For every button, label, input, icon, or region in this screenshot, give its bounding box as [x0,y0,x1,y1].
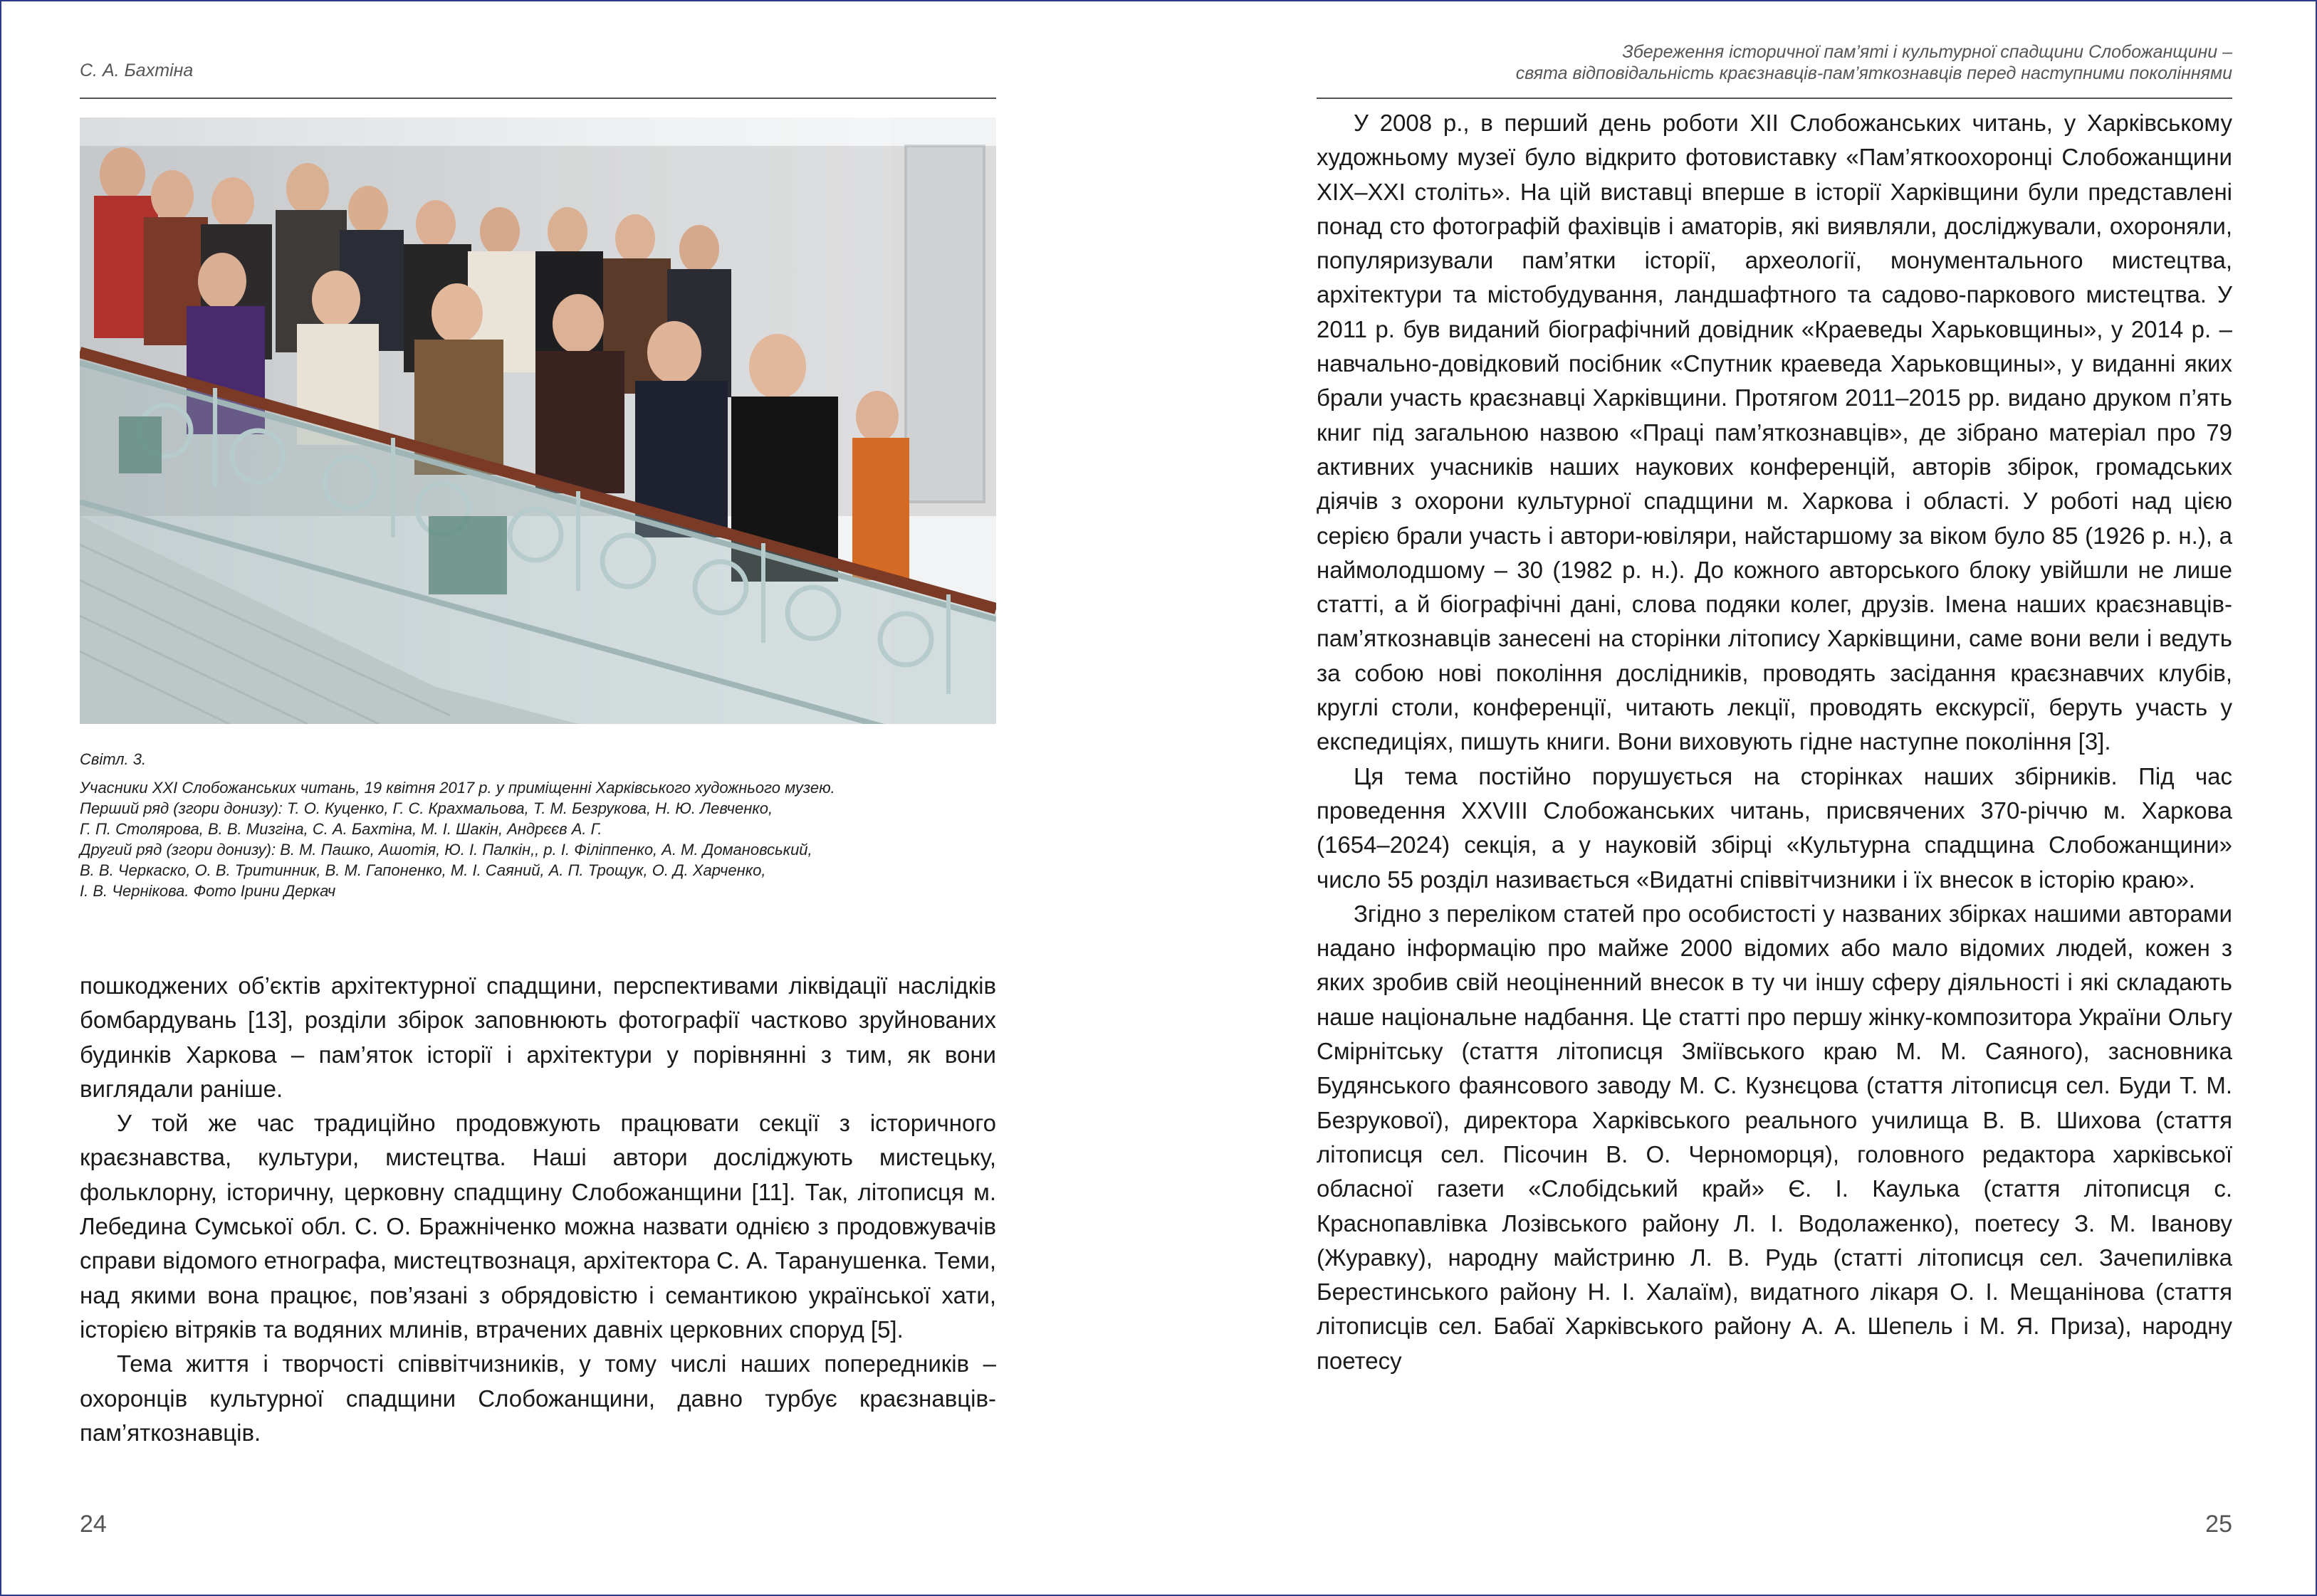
header-rule [1317,98,2232,99]
right-body-text [1317,106,2232,1378]
header-rule [80,98,996,99]
paragraph: Тема життя і творчості співвітчизників, у тому числі наших попередників – охоронців культурної спадщини Слобожанщини, давно турбує краєзнавців-пам’яткознавців. [80,1350,996,1446]
right-page [1317,0,2232,1596]
caption-line: І. В. Чернікова. Фото Ірини Деркач [80,882,336,900]
running-head-line: свята відповідальність краєзнавців-пам’яткознавців перед наступними поколіннями [1515,63,2232,83]
left-page [80,0,996,1596]
running-head-author: С. А. Бахтіна [80,61,194,80]
caption-line: Учасники XXI Слобожанських читань, 19 квітня 2017 р. у приміщенні Харківського художнього музею. [80,779,835,797]
running-head-line: Збереження історичної пам’яті і культурної спадщини Слобожанщини – [1622,42,2232,62]
running-head-title [1516,41,2232,84]
paragraph: Згідно з переліком статей про особистості у названих збірках нашими авторами надано інформацію про майже 2000 відомих або мало відомих людей, кожен з яких зробив свій неоціненний внесок в ту чи іншу сферу діяльності і які складають наше національне надбання. Це статті про першу жінку-композитора України Ольгу Смірнітську (стаття літописця Зміївського краю М. М. Саяного), засновника Будянського фаянсового заводу М. С. Кузнєцова (стаття літописця сел. Буди Т. М. Безрукової), директора Харківського реального училища В. В. Шихова (стаття літописця сел. Пісочин В. О. Черноморця), головного редактора харківської обласної газети «Слобідський край» Є. І. Каулька (стаття літописця с. Краснопавлівка Лозівського району Л. І. Водолаженко), поетесу З. М. Іванову (Журавку), народну майстриню Л. В. Рудь (статті літописця сел. Зачепилівка Берестинського району Н. І. Халаїм), видатного лікаря О. І. Мещанінова (стаття літописців сел. Бабаї Харківського району А. А. Шепель і М. Я. Приза), народну поетесу [1317,900,2232,1374]
group-photo [80,117,996,724]
left-body-text [80,969,996,1450]
caption-line: Другий ряд (згори донизу): В. М. Пашко, Ашотія, Ю. І. Палкін,, р. І. Філіппенко, А. М. Домановський, [80,841,812,859]
paragraph: У той же час традиційно продовжують працювати секції з історичного краєзнавства, культури, мистецтва. Наші автори досліджують мистецьку, фольклорну, історичну, церковну спадщину Слобожанщини [11]. Так, літописця м. Лебедина Сумської обл. С. О. Бражніченко можна назвати однією з продовжувачів справи відомого етнографа, мистецтвознаця, архітектора С. А. Таранушенка. Теми, над якими вона працює, пов’язані з обрядовістю і семантикою української хати, історією вітряків та водяних млинів, втрачених давніх церковних споруд [5]. [80,1110,996,1343]
caption-line: Г. П. Столярова, В. В. Мизгіна, С. А. Бахтіна, М. І. Шакін, Андрєєв А. Г. [80,820,602,838]
caption-line: Перший ряд (згори донизу): Т. О. Куценко, Г. С. Крахмальова, Т. М. Безрукова, Н. Ю. Левченко, [80,799,773,817]
caption-line: В. В. Черкаско, О. В. Тритинник, В. М. Гапоненко, М. І. Саяний, А. П. Трощук, О. Д. Харченко, [80,861,766,879]
photo-caption [80,749,996,901]
paragraph: Ця тема постійно порушується на сторінках наших збірників. Під час проведення XXVIII Слобожанських читань, присвячених 370-річчю м. Харкова (1654–2024) секція, а у науковій збірці «Культурна спадщина Слобожанщини» число 55 розділ називається «Видатні співвітчизники і їх внесок в історію краю». [1317,762,2232,893]
page-number: 24 [80,1511,107,1538]
caption-label: Світл. 3. [80,750,147,768]
paragraph: пошкоджених об’єктів архітектурної спадщини, перспективами ліквідації наслідків бомбардувань [13], розділи збірок заповнюють фотографії частково зруйнованих будинків Харкова – пам’яток історії і архітектури у порівнянні з тим, як вони виглядали раніше. [80,972,996,1102]
page-number: 25 [2205,1511,2232,1538]
paragraph: У 2008 р., в перший день роботи XII Слобожанських читань, у Харківському художньому музеї було відкрито фотовиставку «Пам’яткоохоронці Слобожанщини XIX–XXI століть». На цій виставці вперше в історії Харківщини були представлені понад сто фотографій фахівців і аматорів, які виявляли, досліджували, охороняли, популяризували пам’ятки історії, археології, монументального мистецтва, архітектури та містобудування, ландшафтного та садово-паркового мистецтва. У 2011 р. був виданий біографічний довідник «Краеведы Харьковщины», у 2014 р. – навчально-довідковий посібник «Спутник краеведа Харьковщины», у виданні яких брали участь краєзнавці Харківщини. Протягом 2011–2015 рр. видано друком п’ять книг під загальною назвою «Праці пам’яткознавців», де зібрано матеріал про 79 активних учасників наших наукових конференцій, авторів збірок, громадських діячів з охорони культурної спадщини м. Харкова і області. У роботі над цією серією брали участь і автори-ювіляри, найстаршому за віком було 85 (1926 р. н.), а наймолодшому – 30 (1982 р. н.). До кожного авторського блоку увійшли не лише статті, а й біографічні дані, слова подяки колег, друзів. Імена наших краєзнавців-пам’яткознавців занесені на сторінки літопису Харківщини, саме вони вели і ведуть за собою нові покоління дослідників, проводять засідання краєзнавчих клубів, круглі столи, конференції, читають лекції, проводять екскурсії, беруть участь у експедиціях, пишуть книги. Вони виховують гідне наступне покоління [3]. [1317,110,2232,755]
